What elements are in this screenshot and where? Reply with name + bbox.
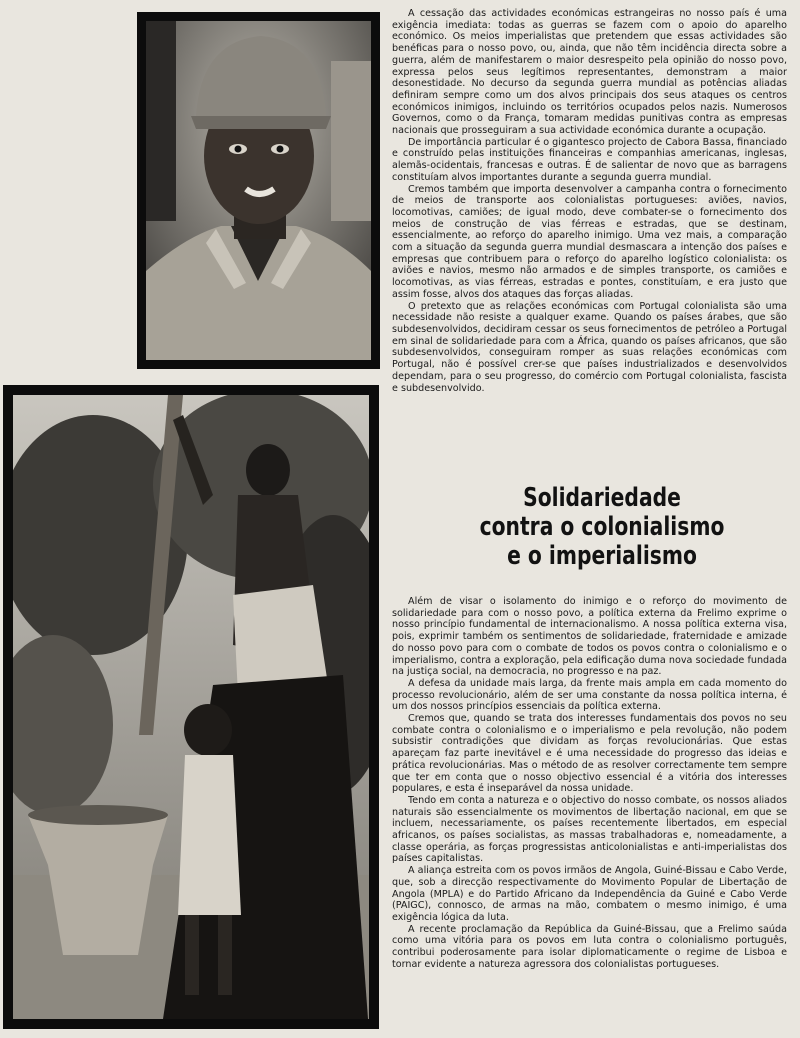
- paragraph: O pretexto que as relações económicas com Portugal colonialista são uma necessidade não resiste a qualquer exame. Quando os países árabes, que são subdesenvolvidos, decidiram cessar os seus fornecimentos de petróleo a Portugal em sinal de solidariedade para com a África, quando os países africanos, que são subdesenvolvidos, conseguiram romper as suas relações económicas com Portugal, não é possível crer-se que países industrializados e desenvolvidos dependam, para o seu progresso, do comércio com Portugal colonialista, fascista e subdesenvolvido.: [392, 300, 787, 394]
- headline-line: e o imperialismo: [507, 541, 697, 571]
- paragraph: A defesa da unidade mais larga, da frente mais ampla em cada momento do processo revolucionário, além de ser uma constante da nossa política interna, é um dos nossos princípios essenciais da política externa.: [392, 677, 787, 713]
- portrait-photo: [137, 12, 380, 369]
- article-column-bottom: [392, 596, 787, 971]
- paragraph: Além de visar o isolamento do inimigo e o reforço do movimento de solidariedade para com o nosso povo, a política externa da Frelimo exprime o nosso princípio fundamental de internacionalismo. A nossa política externa visa, pois, exprimir também os sentimentos de solidariedade, fraternidade e amizade do nosso povo para com o combate de todos os povos contra o colonialismo e o imperialismo, contra a exploração, pela edificação duma nova sociedade fundada na justiça social, na democracia, no progresso e na paz.: [392, 596, 787, 678]
- paragraph: Tendo em conta a natureza e o objectivo do nosso combate, os nossos aliados naturais são essencialmente os movimentos de libertação nacional, em que se incluem, necessariamente, os países recentemente libertados, em especial africanos, os países socialistas, as massas trabalhadoras e, nomeadamente, a classe operária, as forças progressistas anticolonialistas e anti-imperialistas dos países capitalistas.: [392, 794, 787, 865]
- paragraph: A aliança estreita com os povos irmãos de Angola, Guiné-Bissau e Cabo Verde, que, sob a direcção respectivamente do Movimento Popular de Libertação de Angola (MPLA) e do Partido Africano da Independência da Guiné e Cabo Verde (PAIGC), connosco, de armas na mão, combatem o mesmo inimigo, é uma exigência lógica da luta.: [392, 865, 787, 923]
- headline-line: contra o colonialismo: [479, 512, 725, 542]
- paragraph: Cremos que, quando se trata dos interesses fundamentais dos povos no seu combate contra o colonialismo e o imperialismo e pela revolução, não podem subsistir contradições que dividam as forças revolucionárias. Que estas apareçam faz parte inevitável e é uma necessidade do progresso das ideias e prática revolucionárias. Mas o método de as resolver correctamente tem sempre que ter em conta que o nosso objectivo essencial é a vitória dos interesses populares, e esta é inseparável da nossa unidade.: [392, 713, 787, 795]
- paragraph: A cessação das actividades económicas estrangeiras no nosso país é uma exigência imediata: todas as guerras se fazem com o apoio do aparelho económico. Os meios imperialistas que pretendem que essas actividades são benéficas para o nosso povo, ou, ainda, que não têm incidência directa sobre a guerra, além de manifestarem o maior desrespeito pela opinião do nosso povo, expressa pelos seus legítimos representantes, demonstram a maior desonestidade. No decurso da segunda guerra mundial as potências aliadas definiram sempre como um dos alvos principais dos seus ataques os centros económicos inimigos, incluindo os territórios ocupados pelos nazis. Numerosos Governos, como o da França, tomaram medidas punitivas contra as empresas nacionais que prosseguiram a sua actividade económica durante a ocupação.: [392, 8, 787, 137]
- section-headline: [474, 484, 730, 571]
- paragraph: Cremos também que importa desenvolver a campanha contra o fornecimento de meios de transporte aos colonialistas portugueses: aviões, navios, locomotivas, camiões; de igual modo, deve combater-se o fornecimento dos meios de construção de vias férreas e estradas, que se destinam, essencialmente, ao reforço do aparelho inimigo. Uma vez mais, a comparação com a situação da segunda guerra mundial desmascara a intenção dos países e empresas que contribuem para o reforço do aparelho logístico colonialista: os aviões e navios, mesmo não armados e de simples transporte, os camiões e locomotivas, as vias férreas, estradas e pontes, constituíam, e era justo que assim fosse, alvos dos ataques das forças aliadas.: [392, 183, 787, 300]
- paragraph: A recente proclamação da República da Guiné-Bissau, que a Frelimo saúda como uma vitória para os povos em luta contra o colonialismo português, contribui poderosamente para isolar diplomaticamente o regime de Lisboa e tornar evidente a natureza agressora dos colonialistas portugueses.: [392, 923, 787, 970]
- paragraph: De importância particular é o gigantesco projecto de Cabora Bassa, financiado e construído pelas instituições financeiras e companhias americanas, inglesas, alemãs-ocidentais, francesas e outras. É de salientar de novo que as barragens constituíam alvos importantes durante a segunda guerra mundial.: [392, 136, 787, 183]
- woman-pounding-grain-photo: [3, 385, 379, 1029]
- headline-line: Solidariedade: [523, 483, 681, 513]
- article-column-top: [392, 8, 787, 394]
